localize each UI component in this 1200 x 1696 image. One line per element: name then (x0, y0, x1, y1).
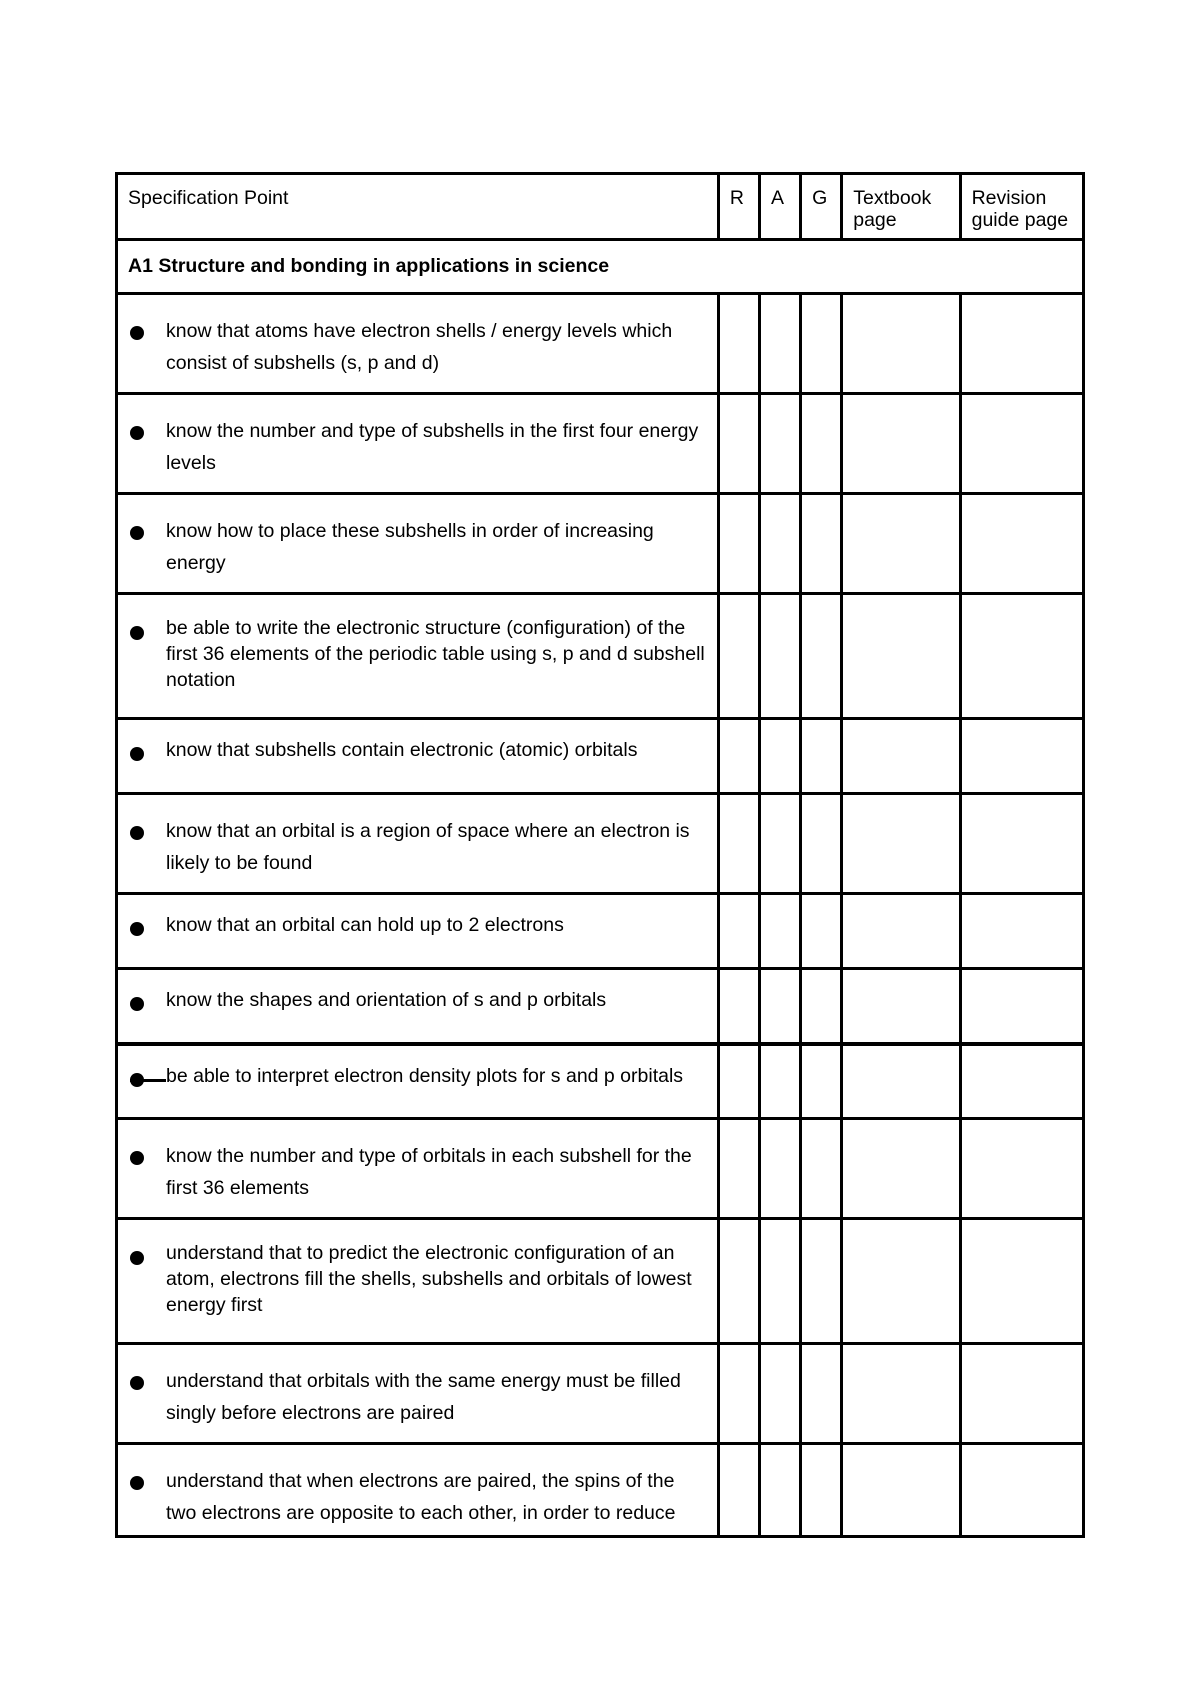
a-cell[interactable] (759, 394, 800, 494)
revision-guide-page-cell[interactable] (960, 1119, 1083, 1219)
textbook-page-cell[interactable] (842, 1444, 960, 1537)
textbook-page-cell[interactable] (842, 494, 960, 594)
header-row (117, 174, 1084, 240)
textbook-page-cell[interactable] (842, 1344, 960, 1444)
revision-guide-page-cell[interactable] (960, 294, 1083, 394)
table-row (117, 719, 1084, 794)
a-cell[interactable] (759, 719, 800, 794)
header-r: R (718, 174, 759, 240)
r-cell[interactable] (718, 1444, 759, 1537)
g-cell[interactable] (801, 1444, 842, 1537)
g-cell[interactable] (801, 394, 842, 494)
a-cell[interactable] (759, 594, 800, 719)
bullet-icon (130, 747, 144, 761)
g-cell[interactable] (801, 494, 842, 594)
revision-guide-page-cell[interactable] (960, 494, 1083, 594)
a-cell[interactable] (759, 794, 800, 894)
r-cell[interactable] (718, 594, 759, 719)
a-cell[interactable] (759, 1219, 800, 1344)
header-a: A (759, 174, 800, 240)
revision-guide-page-cell[interactable] (960, 969, 1083, 1044)
spec-point: be able to interpret electron density plots for s and p orbitals (117, 1044, 719, 1119)
r-cell[interactable] (718, 794, 759, 894)
revision-guide-page-cell[interactable] (960, 1344, 1083, 1444)
table-row (117, 1119, 1084, 1219)
header-textbook-page: Textbook page (842, 174, 960, 240)
g-cell[interactable] (801, 1219, 842, 1344)
a-cell[interactable] (759, 1444, 800, 1537)
table-row (117, 1344, 1084, 1444)
g-cell[interactable] (801, 594, 842, 719)
revision-guide-page-cell[interactable] (960, 1444, 1083, 1537)
spec-point: know that atoms have electron shells / energy levels which consist of subshells (s, p and d) (117, 294, 719, 394)
textbook-page-cell[interactable] (842, 719, 960, 794)
a-cell[interactable] (759, 1044, 800, 1119)
revision-guide-page-cell[interactable] (960, 794, 1083, 894)
r-cell[interactable] (718, 1219, 759, 1344)
header-specification-point: Specification Point (117, 174, 719, 240)
textbook-page-cell[interactable] (842, 969, 960, 1044)
revision-guide-page-cell[interactable] (960, 1219, 1083, 1344)
r-cell[interactable] (718, 494, 759, 594)
r-cell[interactable] (718, 719, 759, 794)
textbook-page-cell[interactable] (842, 1044, 960, 1119)
section-row (117, 240, 1084, 294)
g-cell[interactable] (801, 969, 842, 1044)
bullet-icon (130, 426, 144, 440)
g-cell[interactable] (801, 894, 842, 969)
textbook-page-cell[interactable] (842, 594, 960, 719)
r-cell[interactable] (718, 394, 759, 494)
specification-checklist-table (115, 172, 1085, 1538)
g-cell[interactable] (801, 1044, 842, 1119)
textbook-page-cell[interactable] (842, 894, 960, 969)
a-cell[interactable] (759, 1119, 800, 1219)
bullet-icon (130, 1251, 144, 1265)
bullet-icon (130, 826, 144, 840)
g-cell[interactable] (801, 1119, 842, 1219)
a-cell[interactable] (759, 494, 800, 594)
revision-guide-page-cell[interactable] (960, 894, 1083, 969)
r-cell[interactable] (718, 894, 759, 969)
table-row (117, 494, 1084, 594)
a-cell[interactable] (759, 1344, 800, 1444)
bullet-icon (130, 1376, 144, 1390)
dash-mark (130, 1079, 166, 1082)
table-row (117, 969, 1084, 1044)
spec-point: know that an orbital can hold up to 2 electrons (117, 894, 719, 969)
spec-point: be able to write the electronic structure (configuration) of the first 36 elements of the periodic table using s, p and d subshell notation (117, 594, 719, 719)
spec-point: know that an orbital is a region of space where an electron is likely to be found (117, 794, 719, 894)
table-row (117, 294, 1084, 394)
bullet-icon (130, 1151, 144, 1165)
g-cell[interactable] (801, 1344, 842, 1444)
r-cell[interactable] (718, 1344, 759, 1444)
table-row (117, 394, 1084, 494)
table-row (117, 1219, 1084, 1344)
revision-guide-page-cell[interactable] (960, 719, 1083, 794)
textbook-page-cell[interactable] (842, 794, 960, 894)
table-row (117, 1044, 1084, 1119)
g-cell[interactable] (801, 794, 842, 894)
spec-point: know the number and type of subshells in the first four energy levels (117, 394, 719, 494)
bullet-icon (130, 626, 144, 640)
bullet-icon (130, 1476, 144, 1490)
textbook-page-cell[interactable] (842, 394, 960, 494)
spec-point: know that subshells contain electronic (atomic) orbitals (117, 719, 719, 794)
bullet-icon (130, 997, 144, 1011)
table-row (117, 1444, 1084, 1537)
spec-point: understand that when electrons are paired, the spins of the two electrons are opposite to each other, in order to reduce (117, 1444, 719, 1537)
a-cell[interactable] (759, 294, 800, 394)
revision-guide-page-cell[interactable] (960, 394, 1083, 494)
a-cell[interactable] (759, 894, 800, 969)
r-cell[interactable] (718, 1044, 759, 1119)
revision-guide-page-cell[interactable] (960, 594, 1083, 719)
spec-point: know how to place these subshells in order of increasing energy (117, 494, 719, 594)
revision-guide-page-cell[interactable] (960, 1044, 1083, 1119)
section-title: A1 Structure and bonding in applications in science (117, 240, 1084, 294)
header-g: G (801, 174, 842, 240)
spec-point: know the shapes and orientation of s and p orbitals (117, 969, 719, 1044)
table-row (117, 794, 1084, 894)
bullet-icon (130, 526, 144, 540)
g-cell[interactable] (801, 294, 842, 394)
textbook-page-cell[interactable] (842, 1119, 960, 1219)
header-revision-guide-page: Revision guide page (960, 174, 1083, 240)
a-cell[interactable] (759, 969, 800, 1044)
r-cell[interactable] (718, 1119, 759, 1219)
bullet-icon (130, 922, 144, 936)
g-cell[interactable] (801, 719, 842, 794)
r-cell[interactable] (718, 969, 759, 1044)
r-cell[interactable] (718, 294, 759, 394)
textbook-page-cell[interactable] (842, 294, 960, 394)
spec-point: understand that to predict the electronic configuration of an atom, electrons fill the shells, subshells and orbitals of lowest energy first (117, 1219, 719, 1344)
spec-point: know the number and type of orbitals in each subshell for the first 36 elements (117, 1119, 719, 1219)
table-row (117, 894, 1084, 969)
spec-point: understand that orbitals with the same energy must be filled singly before electrons are paired (117, 1344, 719, 1444)
bullet-icon (130, 326, 144, 340)
textbook-page-cell[interactable] (842, 1219, 960, 1344)
table-row (117, 594, 1084, 719)
